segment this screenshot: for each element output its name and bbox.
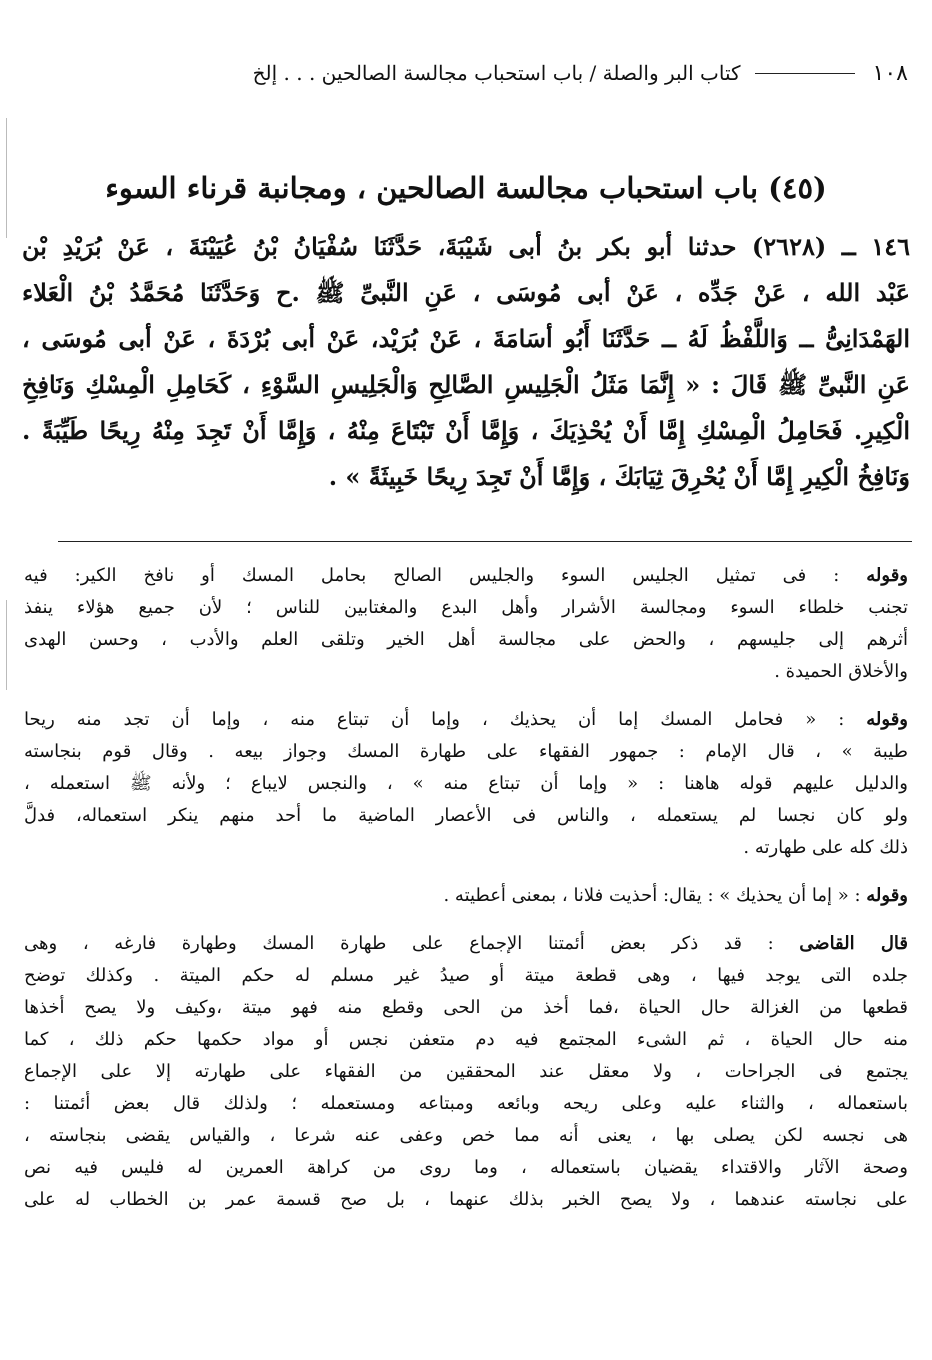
commentary-line: منه حال الحياة ، ثم الشىء المجتمع فيه دم متعفن نجس أو مواد حكمها حكم ذلك ، كما bbox=[24, 1029, 908, 1050]
commentary-text: : قد ذكر بعض أئمتنا الإجماع على طهارة المسك وطهارة فارغه ، وهى bbox=[24, 933, 800, 954]
commentary-text: : فى تمثيل الجليس السوء والجليس الصالح بحامل المسك أو نافخ الكير: فيه bbox=[24, 565, 867, 586]
commentary-line: والدليل عليهم قوله هاهنا : « وإما أن تبتاع منه » ، والنجس لايباع ؛ ولأنه ﷺ استعمله ، bbox=[24, 773, 908, 794]
commentary-line bbox=[24, 880, 908, 912]
commentary-line bbox=[24, 928, 908, 960]
commentary-line: والأخلاق الحميدة . bbox=[774, 661, 908, 682]
commentary-line: ولو كان نجسا لم يستعمله ، والناس فى الأعصار الماضية ما أحد منهم ينكر استعماله، فدلَّ bbox=[24, 805, 908, 826]
commentary-lead: وقوله bbox=[866, 885, 908, 906]
commentary-lead: وقوله bbox=[866, 709, 908, 730]
page-edge-shadow bbox=[6, 600, 7, 690]
commentary-line: جلده التى يوجد فيها ، وهى قطعة ميتة أو صيدُ غير مسلم له حكم الميتة . وكذلك توضح bbox=[24, 965, 908, 986]
commentary-line: يجتمع فى الجراحات ، ولا معقل عند المحققين من الفقهاء على طهارته إلا على الإجماع bbox=[24, 1061, 908, 1082]
commentary-line: طيبة » ، قال الإمام : جمهور الفقهاء على طهارة المسك وجواز بيعه . وقال قوم بنجاسته bbox=[24, 741, 908, 762]
hadith-line: الهَمْدَانِىُّ ــ وَاللَّفْظُ لَهُ ــ حَدَّثَنَا أَبُو أسَامَةَ ، عَنْ بُرَيْد، عَنْ أبى بُرْدَةَ ، عَنْ أبى مُوسَى ، bbox=[22, 324, 910, 353]
commentary-lead: قال القاضى bbox=[799, 933, 908, 954]
commentary-line: ذلك كله على طهارته . bbox=[743, 837, 908, 858]
commentary-line: باستعماله ، والثناء عليه وعلى ريحه وبائعه ومبتاعه ومستعمله ؛ ولذلك قال بعض أئمتنا : bbox=[24, 1093, 908, 1114]
commentary-line: وصحة الآثار والاقتداء يقضيان باستعماله ، وما روى من كراهة العمرين له فليس فيه نص bbox=[24, 1157, 908, 1178]
running-head-rule bbox=[755, 73, 855, 74]
commentary-line bbox=[24, 560, 908, 592]
text-commentary-divider bbox=[58, 541, 912, 542]
hadith-line: الْكِيرِ. فَحَامِلُ الْمِسْكِ إِمَّا أَنْ يُحْذِيَكَ ، وَإِمَّا أَنْ تَبْتَاعَ مِنْهُ ، وَإِمَّا أَنْ تَجِدَ مِنْهُ رِيحًا طَيِّبَةً . bbox=[22, 416, 910, 445]
commentary-line bbox=[24, 704, 908, 736]
commentary-text: : « فحامل المسك إما أن يحذيك ، وإما أن تبتاع منه ، وإما أن تجد منه ريحا bbox=[24, 709, 867, 730]
commentary-line: هى نجسه لكن يصلى بها ، يعنى أنه مما خص وعفى عنه شرعا ، والقياس يقضى بنجاسته ، bbox=[24, 1125, 908, 1146]
running-head-title: كتاب البر والصلة / باب استحباب مجالسة الصالحين . . . إلخ bbox=[252, 61, 741, 85]
commentary-paragraph bbox=[24, 704, 908, 864]
chapter-heading: (٤٥) باب استحباب مجالسة الصالحين ، ومجانبة قرناء السوء bbox=[105, 171, 827, 205]
hadith-line: عَبْد الله ، عَنْ جَدِّه ، عَنْ أبى مُوسَى ، عَنِ النَّبىِّ ﷺ .ح وَحَدَّثَنَا مُحَمَّدُ بْنُ الْعَلاء bbox=[22, 278, 910, 307]
commentary-lead: وقوله bbox=[866, 565, 908, 586]
page-edge-shadow bbox=[6, 118, 7, 238]
hadith-text bbox=[22, 224, 910, 500]
commentary-paragraph bbox=[24, 880, 908, 912]
commentary bbox=[24, 560, 908, 1232]
commentary-line: قطعها من الغزالة حال الحياة ،فما أخذ من الحى وقطع منه فهو ميتة ،وكيف ولا يصح أخذها bbox=[24, 997, 908, 1018]
commentary-paragraph bbox=[24, 560, 908, 688]
commentary-line: على نجاسته عندهما ، ولا يصح الخبر بذلك عنهما ، بل صح قسمة عمر بن الخطاب له على bbox=[24, 1189, 908, 1210]
commentary-text: : « إما أن يحذيك » : يقال: أحذيت فلانا ، بمعنى أعطيته . bbox=[443, 885, 867, 906]
commentary-paragraph bbox=[24, 928, 908, 1216]
hadith-line: ١٤٦ ــ (٢٦٢٨) حدثنا أبو بكر بنُ أبى شَيْبَةَ، حَدَّثَنَا سُفْيَانُ بْنُ عُيَيْنَةَ ، عَنْ بُرَيْدِ بْن bbox=[22, 232, 910, 261]
running-head bbox=[24, 58, 908, 88]
commentary-line: أثرهم إلى جليسهم ، والحض على مجالسة أهل الخير وتلقى العلم والأدب ، وحسن الهدى bbox=[24, 629, 908, 650]
page-number: ١٠٨ bbox=[872, 60, 908, 86]
hadith-line: وَنَافِخُ الْكِيرِ إِمَّا أَنْ يُحْرِقَ ثِيَابَكَ ، وَإِمَّا أَنْ تَجِدَ رِيحًا خَبِيثَةً » . bbox=[328, 462, 910, 491]
hadith-line: عَنِ النَّبىِّ ﷺ قَالَ : « إِنَّمَا مَثَلُ الْجَلِيسِ الصَّالِحِ وَالْجَلِيسِ السَّوْءِ ، كَحَامِلِ الْمِسْكِ وَنَافِخِ bbox=[22, 370, 910, 399]
commentary-line: تجنب خلطاء السوء ومجالسة الأشرار وأهل البدع والمغتابين للناس ؛ لأن جميع هؤلاء ينفذ bbox=[24, 597, 908, 618]
